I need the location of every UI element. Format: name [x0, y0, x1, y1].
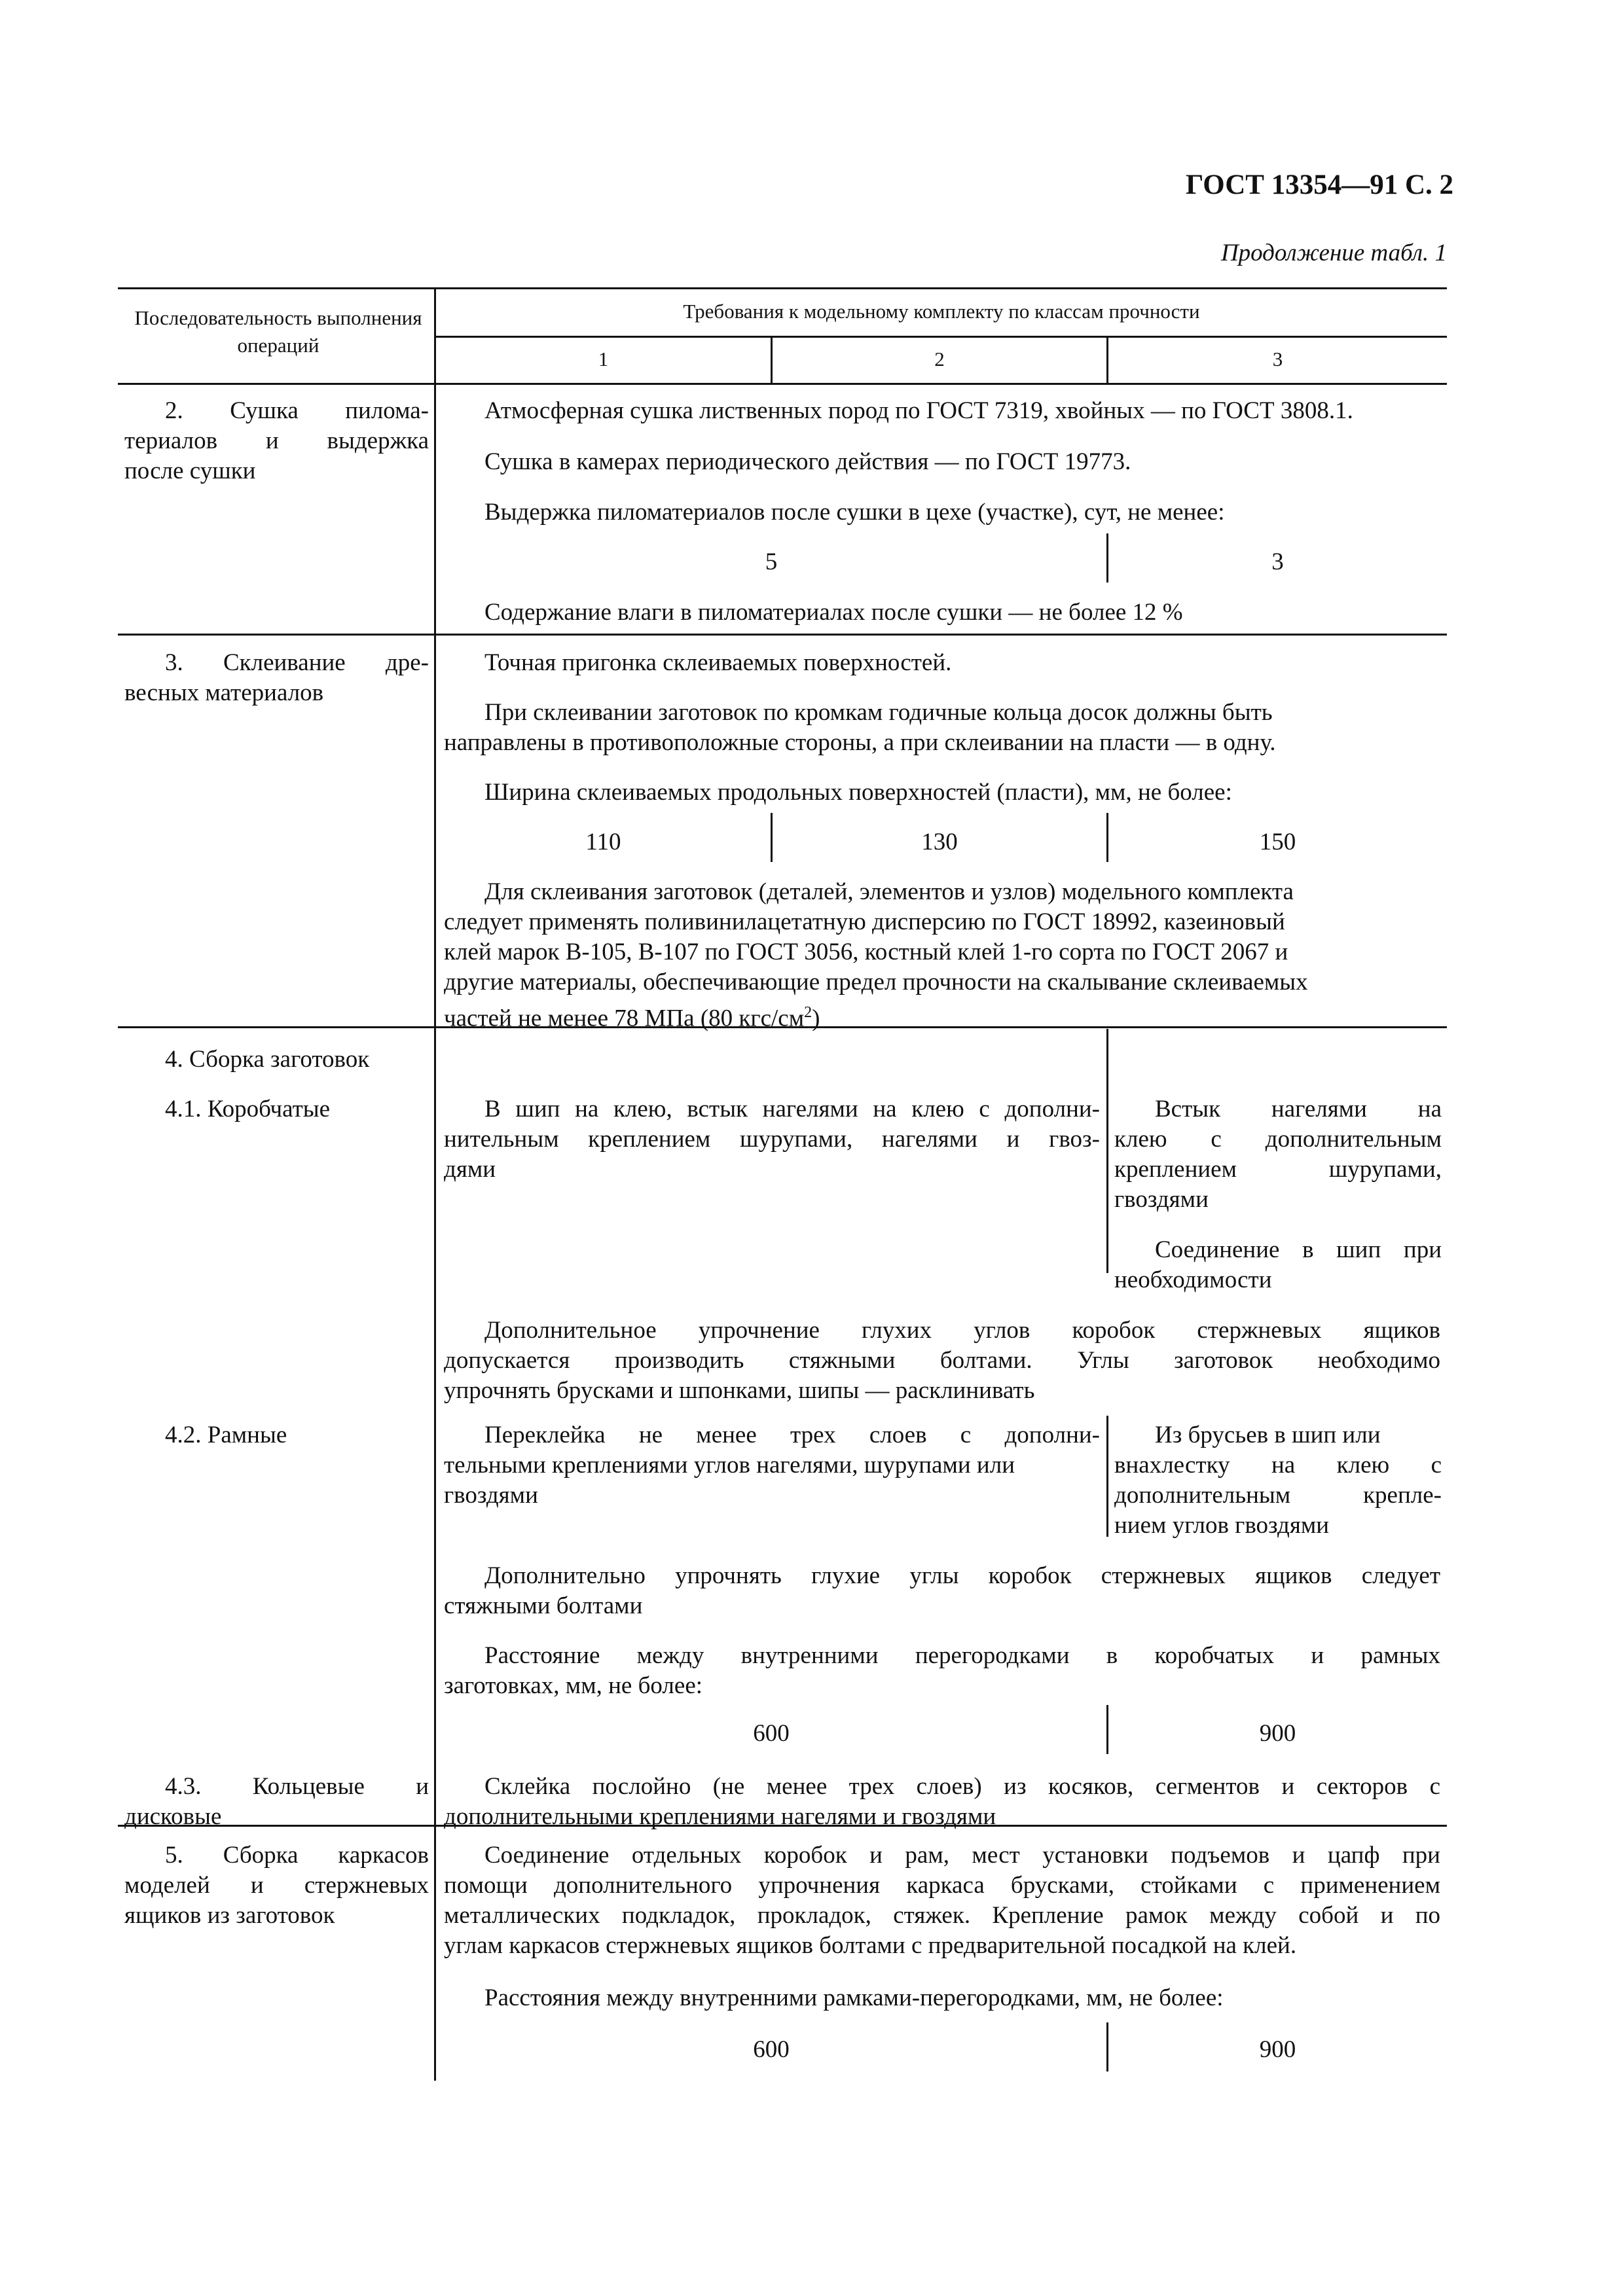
- table-continuation-note: Продолжение табл. 1: [1220, 240, 1447, 266]
- requirement-text: Выдержка пиломатериалов после сушки в цехе (участке), сут, не менее:: [484, 499, 1225, 526]
- requirement-text: Для склеивания заготовок (деталей, элементов и узлов) модельного комплекта: [484, 878, 1294, 905]
- value-class-1-2: 5: [765, 548, 778, 575]
- operation-cell: 2. Сушка пилома-: [165, 397, 429, 424]
- value-class-3: 150: [1259, 829, 1296, 855]
- value-class-3: 3: [1271, 548, 1284, 575]
- requirement-text: Точная пригонка склеиваемых поверхностей.: [484, 649, 952, 676]
- value-class-1: 110: [585, 829, 621, 855]
- requirement-text: Содержание влаги в пиломатериалах после сушки — не более 12 %: [484, 599, 1183, 626]
- requirement-text: Дополнительное упрочнение глухих углов коробок стержневых ящиков: [484, 1317, 1440, 1344]
- operation-subitem: 4.3. Кольцевые и: [165, 1773, 429, 1800]
- column-header-class-1: 1: [598, 348, 609, 370]
- value-class-2: 130: [921, 829, 958, 855]
- column-header-class-2: 2: [934, 348, 945, 370]
- value-class-3: 900: [1259, 2036, 1296, 2063]
- page-header: ГОСТ 13354—91 С. 2: [1185, 170, 1453, 200]
- value-class-1-2: 600: [753, 2036, 790, 2063]
- column-header-operations: Последовательность выполнения операций: [134, 306, 422, 357]
- requirement-text: Ширина склеиваемых продольных поверхностей (пласти), мм, не более:: [484, 779, 1232, 806]
- requirement-text: Дополнительно упрочнять глухие углы коробок стержневых ящиков следует: [484, 1562, 1440, 1589]
- requirement-text: Сушка в камерах периодического действия — по ГОСТ 19773.: [484, 448, 1131, 475]
- requirement-text: Встык нагелями на: [1155, 1096, 1442, 1122]
- operation-cell: 5. Сборка каркасов: [165, 1842, 429, 1869]
- requirement-text: Из брусьев в шип или: [1155, 1422, 1381, 1448]
- operation-cell: 3. Склеивание дре-: [165, 649, 429, 676]
- value-class-1-2: 600: [753, 1720, 790, 1747]
- operation-cell: 4. Сборка заготовок: [165, 1046, 370, 1073]
- requirement-text: В шип на клею, встык нагелями на клею с дополни-: [484, 1096, 1100, 1122]
- requirement-text: Расстояния между внутренними рамками-перегородками, мм, не более:: [484, 1984, 1224, 2011]
- column-header-requirements: Требования к модельному комплекту по классам прочности: [683, 300, 1200, 323]
- requirement-text: Склейка послойно (не менее трех слоев) из косяков, сегментов и секторов с: [484, 1773, 1440, 1800]
- operation-subitem: 4.2. Рамные: [165, 1422, 287, 1448]
- requirement-text: Переклейка не менее трех слоев с дополни-: [484, 1422, 1100, 1448]
- operation-subitem: 4.1. Коробчатые: [165, 1096, 331, 1122]
- requirement-text: Соединение в шип при: [1155, 1236, 1442, 1263]
- requirement-text: Соединение отдельных коробок и рам, мест установки подъемов и цапф при: [484, 1842, 1440, 1869]
- requirement-text: При склеивании заготовок по кромкам годичные кольца досок должны быть: [484, 699, 1273, 726]
- column-header-class-3: 3: [1272, 348, 1283, 370]
- requirement-text: Расстояние между внутренними перегородками в коробчатых и рамных: [484, 1642, 1440, 1669]
- value-class-3: 900: [1259, 1720, 1296, 1747]
- requirement-text: Атмосферная сушка лиственных пород по ГОСТ 7319, хвойных — по ГОСТ 3808.1.: [484, 397, 1353, 424]
